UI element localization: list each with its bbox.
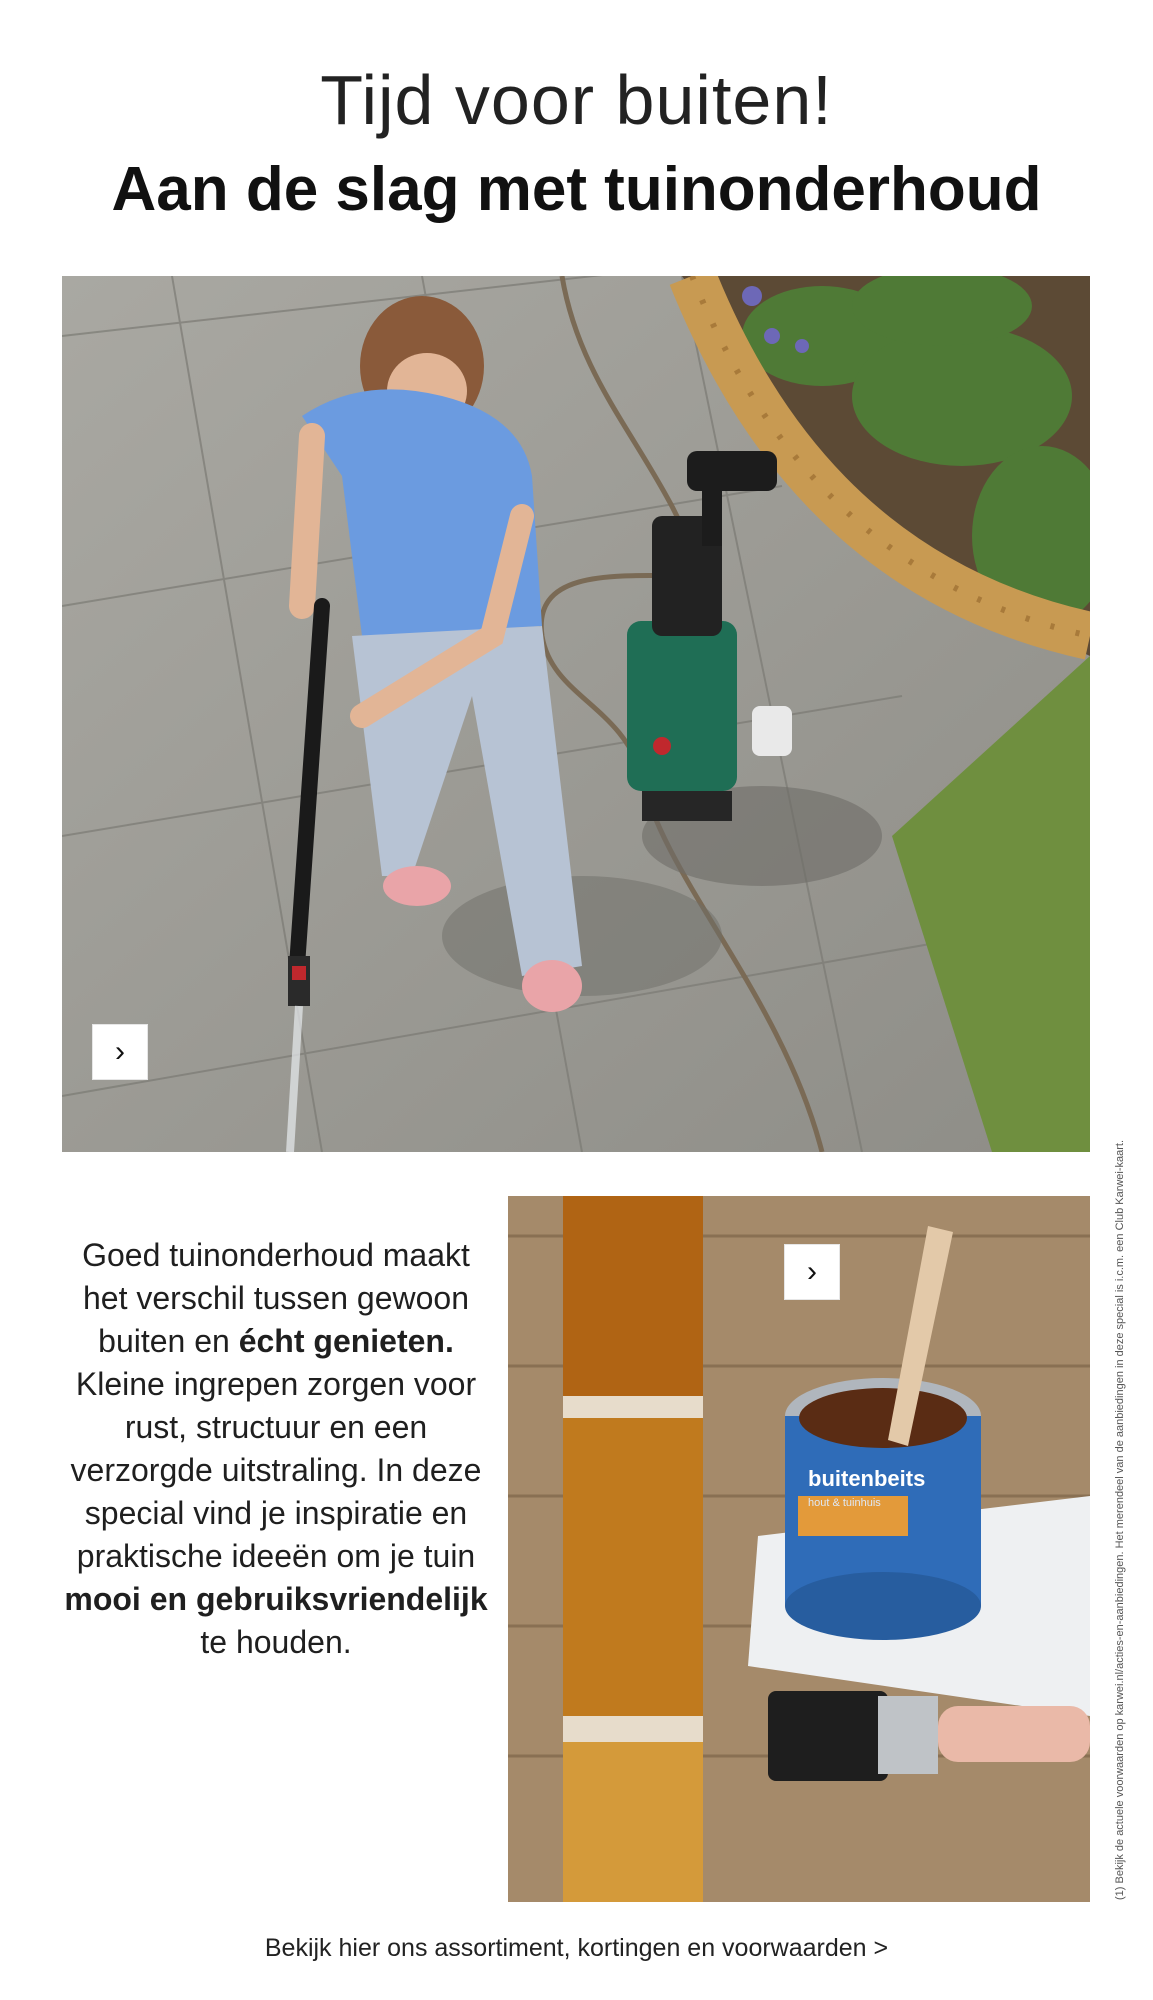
assortment-link[interactable]: Bekijk hier ons assortiment, kortingen en voorwaarden > [264, 1934, 889, 1962]
hero-photo-pressure-washer [62, 276, 1090, 1152]
can-label: buitenbeits [808, 1466, 926, 1491]
page-subtitle: Tijd voor buiten! [320, 61, 833, 139]
intro-text-1: Goed tuinonderhoud maakt het verschil tussen gewoon buiten en [82, 1237, 470, 1359]
intro-bold-2: mooi en gebruiksvriendelijk [64, 1581, 488, 1617]
wood-stain-photo [508, 1196, 1090, 1902]
stain-next-arrow-button[interactable]: › [784, 1244, 840, 1300]
page-title: Aan de slag met tuinonderhoud [111, 155, 1042, 224]
intro-bold-1: écht genieten. [238, 1323, 454, 1359]
side-disclaimer: (1) Bekijk de actuele voorwaarden op karwei.nl/acties-en-aanbiedingen. Het merendeel van de aanbiedingen in deze special is i.c.m. een Club Karwei-kaart. [1114, 1139, 1126, 1900]
can-sublabel: hout & tuinhuis [808, 1497, 881, 1509]
hero-next-arrow-button[interactable]: › [92, 1024, 148, 1080]
intro-text-2: Kleine ingrepen zorgen voor rust, structuur en een verzorgde uitstraling. In deze special vind je inspiratie en praktische ideeën om je tuin [70, 1366, 482, 1574]
intro-text-3: te houden. [200, 1624, 352, 1660]
intro-paragraph [62, 1234, 490, 1664]
